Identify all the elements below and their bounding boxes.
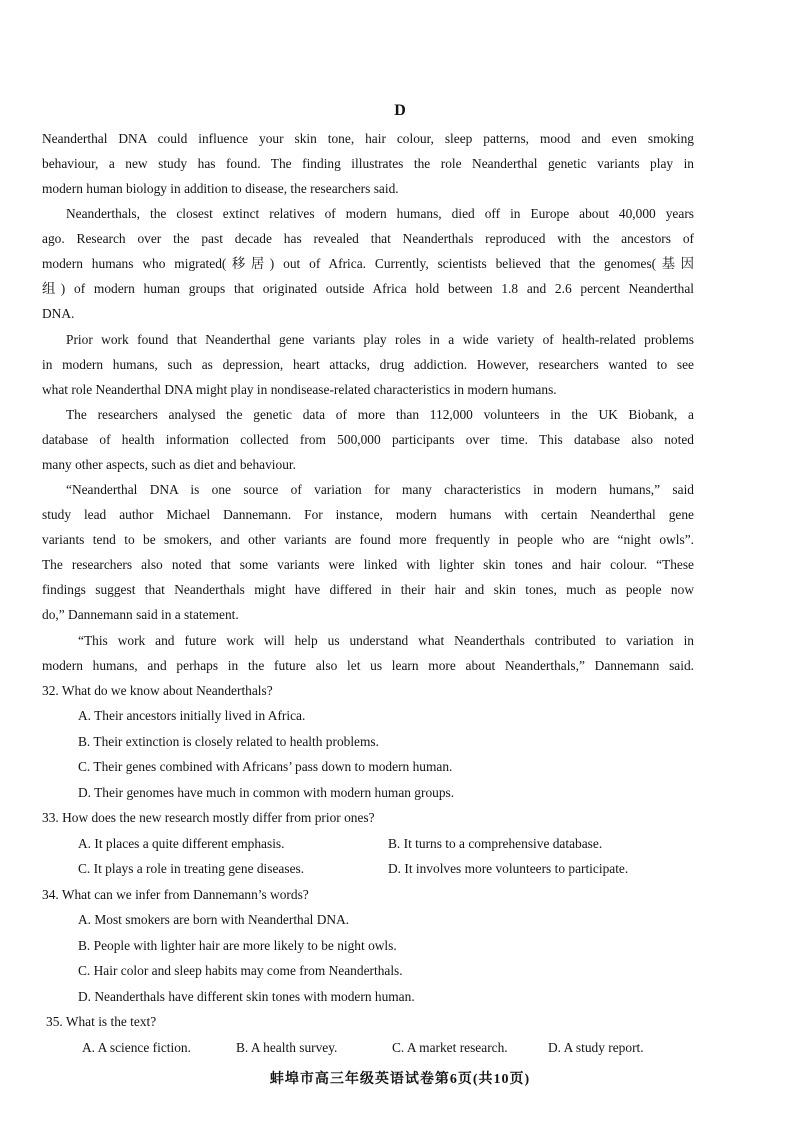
page-footer: 蚌埠市高三年级英语试卷第6页(共10页) [269, 1072, 531, 1087]
passage-line: modern humans who migrated(移居) out of Africa. Currently, scientists believed that the genomes(基因 [42, 256, 694, 271]
passage-line: The researchers also noted that some variants were linked with lighter skin tones and hair colour. “These [42, 557, 694, 572]
passage-line: database of health information collected from 500,000 participants over time. This database also noted [42, 432, 694, 447]
passage-line: in modern humans, such as depression, heart attacks, drug addiction. However, researchers wanted to see [42, 357, 694, 372]
question-35-option-c: C. A market research. [392, 1040, 508, 1055]
question-32-option-a: A. Their ancestors initially lived in Africa. [78, 708, 306, 723]
question-32-option-c: C. Their genes combined with Africans’ pass down to modern human. [78, 759, 453, 774]
passage-line: behaviour, a new study has found. The finding illustrates the role Neanderthal genetic variants play in [42, 156, 694, 171]
passage-line: The researchers analysed the genetic data of more than 112,000 volunteers in the UK Biobank, a [66, 407, 694, 422]
question-33-stem: 33. How does the new research mostly differ from prior ones? [42, 810, 375, 825]
question-35-option-d: D. A study report. [548, 1040, 644, 1055]
passage-line: Neanderthals, the closest extinct relatives of modern humans, died off in Europe about 40,000 years [66, 206, 694, 221]
question-33-option-a: A. It places a quite different emphasis. [78, 836, 285, 851]
question-33-option-d: D. It involves more volunteers to participate. [388, 861, 629, 876]
passage-line: “This work and future work will help us understand what Neanderthals contributed to variation in [78, 633, 694, 648]
question-35-option-a: A. A science fiction. [82, 1040, 191, 1055]
passage-line: study lead author Michael Dannemann. For instance, modern humans with certain Neanderthal gene [42, 507, 694, 522]
passage-line: 组) of modern human groups that originated outside Africa hold between 1.8 and 2.6 percent Neanderthal [42, 281, 694, 296]
question-34-option-a: A. Most smokers are born with Neanderthal DNA. [78, 912, 350, 927]
question-32-stem: 32. What do we know about Neanderthals? [42, 683, 273, 698]
passage-line: DNA. [42, 306, 75, 321]
passage-line: findings suggest that Neanderthals might have differed in their hair and skin tones, much as people now [42, 582, 694, 597]
question-34-option-b: B. People with lighter hair are more likely to be night owls. [78, 938, 397, 953]
passage-line: modern human biology in addition to disease, the researchers said. [42, 181, 399, 196]
question-35-stem: 35. What is the text? [46, 1014, 157, 1029]
passage-line: ago. Research over the past decade has revealed that Neanderthals reproduced with the ancestors of [42, 231, 694, 246]
question-33-option-b: B. It turns to a comprehensive database. [388, 836, 603, 851]
question-32-option-d: D. Their genomes have much in common with modern human groups. [78, 785, 455, 800]
passage-line: modern humans, and perhaps in the future also let us learn more about Neanderthals,” Dannemann said. [42, 658, 694, 673]
passage-line: what role Neanderthal DNA might play in nondisease-related characteristics in modern humans. [42, 382, 557, 397]
passage-line: many other aspects, such as diet and behaviour. [42, 457, 296, 472]
question-34-option-c: C. Hair color and sleep habits may come from Neanderthals. [78, 963, 403, 978]
section-heading: D [394, 102, 406, 119]
passage-line: do,” Dannemann said in a statement. [42, 607, 239, 622]
passage-line: variants tend to be smokers, and other variants are found more frequently in people who are “night owls”. [42, 532, 694, 547]
question-33-option-c: C. It plays a role in treating gene diseases. [78, 861, 305, 876]
passage-line: Prior work found that Neanderthal gene variants play roles in a wide variety of health-related problems [66, 332, 694, 347]
question-34-stem: 34. What can we infer from Dannemann’s words? [42, 887, 309, 902]
passage-line: Neanderthal DNA could influence your skin tone, hair colour, sleep patterns, mood and even smoking [42, 131, 694, 146]
passage-line: “Neanderthal DNA is one source of variation for many characteristics in modern humans,” said [66, 482, 694, 497]
question-32-option-b: B. Their extinction is closely related to health problems. [78, 734, 379, 749]
question-34-option-d: D. Neanderthals have different skin tones with modern human. [78, 989, 415, 1004]
question-35-option-b: B. A health survey. [236, 1040, 338, 1055]
